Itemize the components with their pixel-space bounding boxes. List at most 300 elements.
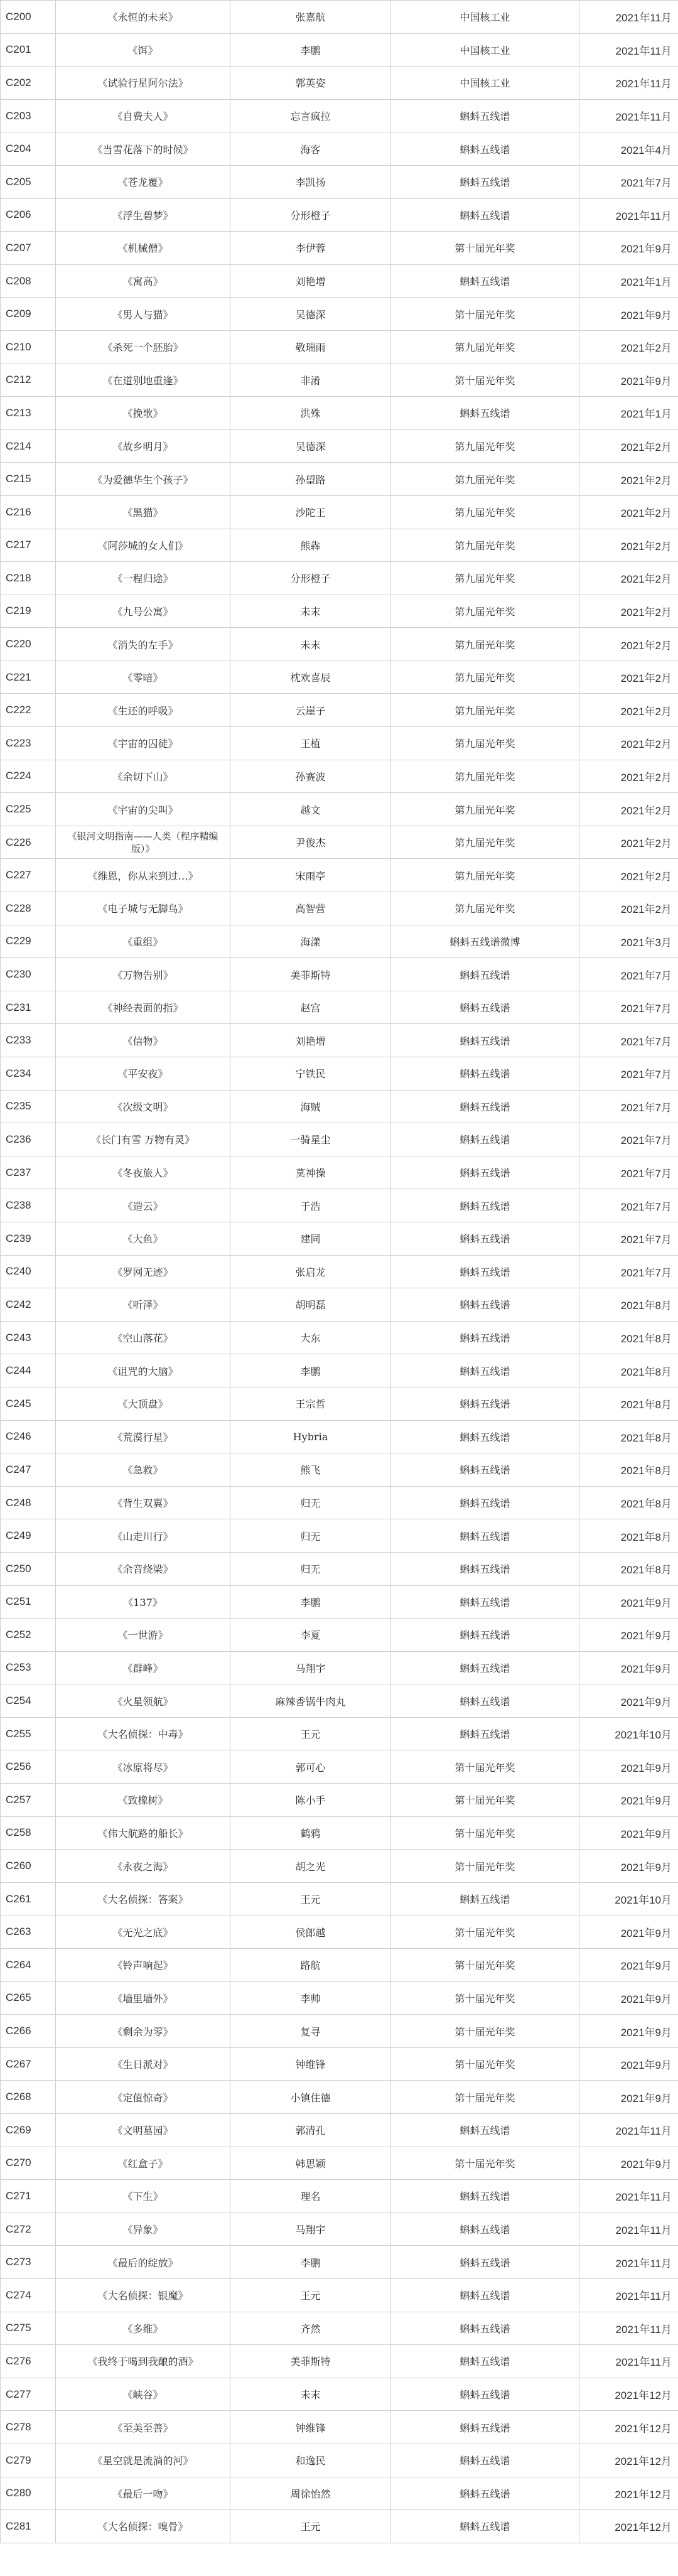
work-source-cell: 第九届光年奖: [391, 463, 579, 496]
work-date-cell: 2021年10月: [579, 1717, 678, 1750]
table-row: [1, 2477, 678, 2510]
work-date-cell: 2021年7月: [579, 1090, 678, 1123]
work-author-cell: 宋雨亭: [230, 859, 391, 892]
work-source-cell: 蝌蚪五线谱: [391, 2180, 579, 2213]
work-id-cell: C250: [1, 1552, 56, 1585]
work-date-cell: 2021年11月: [579, 2246, 678, 2279]
table-row: [1, 1123, 678, 1156]
work-author-cell: 熊犇: [230, 529, 391, 562]
table-row: [1, 529, 678, 562]
work-title-cell: 《大名侦探：嗅骨》: [56, 2510, 230, 2543]
work-author-cell: 归无: [230, 1486, 391, 1519]
work-date-cell: 2021年3月: [579, 925, 678, 958]
work-id-cell: C252: [1, 1619, 56, 1652]
table-row: [1, 660, 678, 694]
work-title-cell: 《余切下山》: [56, 760, 230, 793]
work-title-cell: 《永恒的未来》: [56, 1, 230, 34]
table-row: [1, 67, 678, 100]
work-title-cell: 《一程归途》: [56, 562, 230, 595]
table-row: [1, 2212, 678, 2246]
work-author-cell: 枕欢喜辰: [230, 660, 391, 694]
table-row: [1, 1651, 678, 1684]
work-author-cell: 李鹏: [230, 1354, 391, 1388]
work-source-cell: 蝌蚪五线谱: [391, 264, 579, 298]
work-date-cell: 2021年8月: [579, 1552, 678, 1585]
table-row: [1, 364, 678, 397]
work-date-cell: 2021年11月: [579, 1, 678, 34]
work-date-cell: 2021年2月: [579, 793, 678, 826]
work-date-cell: 2021年7月: [579, 958, 678, 991]
work-source-cell: 第十届光年奖: [391, 1784, 579, 1817]
table-row: [1, 628, 678, 661]
work-date-cell: 2021年8月: [579, 1519, 678, 1553]
work-id-cell: C213: [1, 397, 56, 430]
work-source-cell: 蝌蚪五线谱: [391, 991, 579, 1024]
table-row: [1, 2510, 678, 2543]
work-source-cell: 蝌蚪五线谱: [391, 1651, 579, 1684]
table-row: [1, 198, 678, 232]
work-date-cell: 2021年9月: [579, 1585, 678, 1619]
work-source-cell: 蝌蚪五线谱: [391, 397, 579, 430]
work-id-cell: C265: [1, 1981, 56, 2015]
work-author-cell: 李鹏: [230, 1585, 391, 1619]
work-author-cell: 高智营: [230, 892, 391, 925]
work-title-cell: 《大名侦探：答案》: [56, 1882, 230, 1916]
work-title-cell: 《寓高》: [56, 264, 230, 298]
work-id-cell: C271: [1, 2180, 56, 2213]
work-title-cell: 《浮生碧梦》: [56, 198, 230, 232]
table-row: [1, 2378, 678, 2411]
work-author-cell: 鹤鸦: [230, 1816, 391, 1850]
work-id-cell: C256: [1, 1750, 56, 1784]
work-date-cell: 2021年11月: [579, 2345, 678, 2378]
work-author-cell: 周徐怡然: [230, 2477, 391, 2510]
work-title-cell: 《机械僧》: [56, 232, 230, 265]
work-source-cell: 第九届光年奖: [391, 330, 579, 364]
work-title-cell: 《次级文明》: [56, 1090, 230, 1123]
work-date-cell: 2021年7月: [579, 1189, 678, 1222]
work-title-cell: 《铃声响起》: [56, 1949, 230, 1982]
work-author-cell: 吴德深: [230, 429, 391, 463]
work-date-cell: 2021年12月: [579, 2510, 678, 2543]
work-id-cell: C221: [1, 660, 56, 694]
work-source-cell: 蝌蚪五线谱: [391, 2345, 579, 2378]
work-date-cell: 2021年2月: [579, 595, 678, 628]
work-source-cell: 蝌蚪五线谱: [391, 1619, 579, 1652]
work-author-cell: 非淆: [230, 364, 391, 397]
table-row: [1, 958, 678, 991]
work-id-cell: C266: [1, 2015, 56, 2048]
work-source-cell: 蝌蚪五线谱: [391, 1519, 579, 1553]
work-id-cell: C215: [1, 463, 56, 496]
work-author-cell: 张嘉航: [230, 1, 391, 34]
work-author-cell: 李凯扬: [230, 165, 391, 198]
work-source-cell: 第十届光年奖: [391, 1750, 579, 1784]
work-title-cell: 《苍龙覆》: [56, 165, 230, 198]
work-title-cell: 《银河文明指南——人类（程序精编版）》: [56, 826, 230, 859]
work-author-cell: 刘艳增: [230, 264, 391, 298]
table-row: [1, 1387, 678, 1420]
work-source-cell: 第十届光年奖: [391, 1816, 579, 1850]
work-author-cell: 小镇住德: [230, 2081, 391, 2114]
work-author-cell: 美菲斯特: [230, 958, 391, 991]
table-row: [1, 1, 678, 34]
work-date-cell: 2021年8月: [579, 1354, 678, 1388]
work-author-cell: 美菲斯特: [230, 2345, 391, 2378]
work-title-cell: 《大名侦探：中毒》: [56, 1717, 230, 1750]
work-author-cell: 郭可心: [230, 1750, 391, 1784]
work-date-cell: 2021年2月: [579, 826, 678, 859]
work-author-cell: 侯郎越: [230, 1916, 391, 1949]
work-date-cell: 2021年9月: [579, 1916, 678, 1949]
table-row: [1, 793, 678, 826]
table-row: [1, 1750, 678, 1784]
work-title-cell: 《峡谷》: [56, 2378, 230, 2411]
work-id-cell: C275: [1, 2312, 56, 2345]
table-row: [1, 2411, 678, 2444]
work-source-cell: 蝌蚪五线谱: [391, 132, 579, 166]
work-date-cell: 2021年11月: [579, 2312, 678, 2345]
work-source-cell: 蝌蚪五线谱: [391, 1486, 579, 1519]
work-title-cell: 《长门有雪 万物有灵》: [56, 1123, 230, 1156]
work-author-cell: 分形橙子: [230, 198, 391, 232]
work-id-cell: C247: [1, 1453, 56, 1487]
table-row: [1, 1420, 678, 1453]
work-date-cell: 2021年7月: [579, 1222, 678, 1255]
table-row: [1, 1024, 678, 1057]
work-source-cell: 蝌蚪五线谱: [391, 1057, 579, 1091]
work-date-cell: 2021年11月: [579, 2212, 678, 2246]
work-author-cell: 海客: [230, 132, 391, 166]
work-author-cell: 王植: [230, 727, 391, 760]
work-date-cell: 2021年7月: [579, 1057, 678, 1091]
work-date-cell: 2021年2月: [579, 660, 678, 694]
work-source-cell: 蝌蚪五线谱: [391, 1387, 579, 1420]
work-author-cell: 张启龙: [230, 1255, 391, 1288]
work-source-cell: 第九届光年奖: [391, 660, 579, 694]
work-author-cell: 忘言疯拉: [230, 99, 391, 132]
table-row: [1, 1486, 678, 1519]
table-row: [1, 859, 678, 892]
work-date-cell: 2021年7月: [579, 1255, 678, 1288]
work-title-cell: 《当雪花落下的时候》: [56, 132, 230, 166]
work-source-cell: 第十届光年奖: [391, 2015, 579, 2048]
work-title-cell: 《多维》: [56, 2312, 230, 2345]
work-title-cell: 《至美至善》: [56, 2411, 230, 2444]
table-row: [1, 595, 678, 628]
work-author-cell: 洪殊: [230, 397, 391, 430]
work-source-cell: 蝌蚪五线谱: [391, 1090, 579, 1123]
work-title-cell: 《消失的左手》: [56, 628, 230, 661]
work-id-cell: C225: [1, 793, 56, 826]
table-row: [1, 2278, 678, 2312]
work-source-cell: 蝌蚪五线谱: [391, 958, 579, 991]
work-id-cell: C253: [1, 1651, 56, 1684]
work-id-cell: C239: [1, 1222, 56, 1255]
work-date-cell: 2021年8月: [579, 1420, 678, 1453]
work-source-cell: 蝌蚪五线谱: [391, 1024, 579, 1057]
table-row: [1, 2312, 678, 2345]
work-title-cell: 《群峰》: [56, 1651, 230, 1684]
work-author-cell: 归无: [230, 1552, 391, 1585]
works-table-body: [1, 1, 678, 2543]
work-source-cell: 蝌蚪五线谱: [391, 2114, 579, 2147]
work-author-cell: 李鹏: [230, 33, 391, 67]
work-source-cell: 蝌蚪五线谱: [391, 2444, 579, 2477]
work-id-cell: C206: [1, 198, 56, 232]
work-title-cell: 《大顶盘》: [56, 1387, 230, 1420]
work-source-cell: 第九届光年奖: [391, 562, 579, 595]
work-date-cell: 2021年11月: [579, 2114, 678, 2147]
table-row: [1, 1850, 678, 1883]
work-date-cell: 2021年9月: [579, 1750, 678, 1784]
table-row: [1, 1816, 678, 1850]
work-source-cell: 蝌蚪五线谱: [391, 2411, 579, 2444]
work-title-cell: 《阿莎城的女人们》: [56, 529, 230, 562]
work-title-cell: 《造云》: [56, 1189, 230, 1222]
work-date-cell: 2021年8月: [579, 1288, 678, 1322]
table-row: [1, 2147, 678, 2180]
work-source-cell: 第九届光年奖: [391, 429, 579, 463]
work-date-cell: 2021年9月: [579, 1784, 678, 1817]
work-title-cell: 《最后一吻》: [56, 2477, 230, 2510]
work-title-cell: 《挽歌》: [56, 397, 230, 430]
work-date-cell: 2021年2月: [579, 892, 678, 925]
work-id-cell: C243: [1, 1321, 56, 1354]
work-title-cell: 《永夜之海》: [56, 1850, 230, 1883]
work-id-cell: C218: [1, 562, 56, 595]
work-source-cell: 蝌蚪五线谱: [391, 1123, 579, 1156]
table-row: [1, 2246, 678, 2279]
work-date-cell: 2021年8月: [579, 1486, 678, 1519]
work-id-cell: C208: [1, 264, 56, 298]
work-source-cell: 第九届光年奖: [391, 628, 579, 661]
work-id-cell: C261: [1, 1882, 56, 1916]
work-date-cell: 2021年8月: [579, 1453, 678, 1487]
work-id-cell: C204: [1, 132, 56, 166]
work-date-cell: 2021年12月: [579, 2378, 678, 2411]
work-title-cell: 《剩余为零》: [56, 2015, 230, 2048]
work-title-cell: 《火星领航》: [56, 1684, 230, 1718]
work-id-cell: C257: [1, 1784, 56, 1817]
work-source-cell: 蝌蚪五线谱: [391, 99, 579, 132]
work-author-cell: 归无: [230, 1519, 391, 1553]
work-id-cell: C270: [1, 2147, 56, 2180]
work-source-cell: 第十届光年奖: [391, 1981, 579, 2015]
table-row: [1, 991, 678, 1024]
table-row: [1, 397, 678, 430]
work-id-cell: C207: [1, 232, 56, 265]
work-date-cell: 2021年11月: [579, 67, 678, 100]
work-source-cell: 蝌蚪五线谱: [391, 1189, 579, 1222]
work-author-cell: 王元: [230, 2278, 391, 2312]
work-id-cell: C240: [1, 1255, 56, 1288]
table-row: [1, 760, 678, 793]
work-title-cell: 《罗网无迹》: [56, 1255, 230, 1288]
work-id-cell: C278: [1, 2411, 56, 2444]
work-id-cell: C248: [1, 1486, 56, 1519]
work-id-cell: C238: [1, 1189, 56, 1222]
work-date-cell: 2021年2月: [579, 727, 678, 760]
work-source-cell: 蝌蚪五线谱: [391, 2477, 579, 2510]
work-author-cell: 韩思颖: [230, 2147, 391, 2180]
work-id-cell: C263: [1, 1916, 56, 1949]
work-date-cell: 2021年9月: [579, 1850, 678, 1883]
work-id-cell: C280: [1, 2477, 56, 2510]
table-row: [1, 1057, 678, 1091]
work-id-cell: C235: [1, 1090, 56, 1123]
work-date-cell: 2021年9月: [579, 1816, 678, 1850]
work-author-cell: 海漾: [230, 925, 391, 958]
work-author-cell: 复寻: [230, 2015, 391, 2048]
table-row: [1, 2047, 678, 2081]
work-title-cell: 《余音绕梁》: [56, 1552, 230, 1585]
work-title-cell: 《空山落花》: [56, 1321, 230, 1354]
work-title-cell: 《万物告别》: [56, 958, 230, 991]
work-title-cell: 《自费夫人》: [56, 99, 230, 132]
work-title-cell: 《生还的呼吸》: [56, 694, 230, 727]
work-title-cell: 《宇宙的囚徒》: [56, 727, 230, 760]
work-source-cell: 蝌蚪五线谱: [391, 1288, 579, 1322]
work-author-cell: 胡之光: [230, 1850, 391, 1883]
table-row: [1, 1585, 678, 1619]
work-date-cell: 2021年2月: [579, 495, 678, 529]
work-author-cell: 未末: [230, 2378, 391, 2411]
work-date-cell: 2021年11月: [579, 198, 678, 232]
work-source-cell: 蝌蚪五线谱: [391, 1684, 579, 1718]
table-row: [1, 2081, 678, 2114]
work-id-cell: C212: [1, 364, 56, 397]
table-row: [1, 1354, 678, 1388]
work-date-cell: 2021年4月: [579, 132, 678, 166]
work-source-cell: 蝌蚪五线谱: [391, 1420, 579, 1453]
work-date-cell: 2021年7月: [579, 1024, 678, 1057]
work-id-cell: C205: [1, 165, 56, 198]
work-title-cell: 《饵》: [56, 33, 230, 67]
table-row: [1, 495, 678, 529]
work-author-cell: 一骑星尘: [230, 1123, 391, 1156]
work-source-cell: 蝌蚪五线谱: [391, 1321, 579, 1354]
work-title-cell: 《无光之底》: [56, 1916, 230, 1949]
work-title-cell: 《红盒子》: [56, 2147, 230, 2180]
work-date-cell: 2021年9月: [579, 2015, 678, 2048]
work-source-cell: 第九届光年奖: [391, 760, 579, 793]
work-id-cell: C258: [1, 1816, 56, 1850]
work-date-cell: 2021年9月: [579, 232, 678, 265]
table-row: [1, 99, 678, 132]
work-date-cell: 2021年7月: [579, 991, 678, 1024]
work-title-cell: 《墙里墙外》: [56, 1981, 230, 2015]
table-row: [1, 232, 678, 265]
work-title-cell: 《星空就是流淌的河》: [56, 2444, 230, 2477]
table-row: [1, 892, 678, 925]
work-id-cell: C226: [1, 826, 56, 859]
work-author-cell: 和逸民: [230, 2444, 391, 2477]
work-title-cell: 《冬夜旅人》: [56, 1156, 230, 1189]
table-row: [1, 727, 678, 760]
work-author-cell: 孙望路: [230, 463, 391, 496]
table-row: [1, 1321, 678, 1354]
table-row: [1, 1519, 678, 1553]
work-source-cell: 蝌蚪五线谱: [391, 1453, 579, 1487]
work-title-cell: 《荒漠行星》: [56, 1420, 230, 1453]
work-source-cell: 中国核工业: [391, 1, 579, 34]
work-date-cell: 2021年2月: [579, 562, 678, 595]
table-row: [1, 1090, 678, 1123]
work-author-cell: 王元: [230, 1717, 391, 1750]
work-id-cell: C233: [1, 1024, 56, 1057]
work-source-cell: 蝌蚪五线谱: [391, 1156, 579, 1189]
work-date-cell: 2021年9月: [579, 298, 678, 331]
work-title-cell: 《男人与猫》: [56, 298, 230, 331]
work-author-cell: 马翔宇: [230, 1651, 391, 1684]
work-id-cell: C228: [1, 892, 56, 925]
table-row: [1, 1717, 678, 1750]
work-date-cell: 2021年11月: [579, 2278, 678, 2312]
table-row: [1, 264, 678, 298]
work-source-cell: 第十届光年奖: [391, 1850, 579, 1883]
work-title-cell: 《平安夜》: [56, 1057, 230, 1091]
work-date-cell: 2021年8月: [579, 1387, 678, 1420]
work-author-cell: 王宗哲: [230, 1387, 391, 1420]
work-title-cell: 《为爱德华生个孩子》: [56, 463, 230, 496]
table-row: [1, 1882, 678, 1916]
work-id-cell: C244: [1, 1354, 56, 1388]
work-date-cell: 2021年1月: [579, 397, 678, 430]
work-source-cell: 第九届光年奖: [391, 793, 579, 826]
work-author-cell: 李夏: [230, 1619, 391, 1652]
table-row: [1, 429, 678, 463]
work-date-cell: 2021年11月: [579, 2180, 678, 2213]
work-source-cell: 第九届光年奖: [391, 859, 579, 892]
work-title-cell: 《大名侦探：银魔》: [56, 2278, 230, 2312]
work-date-cell: 2021年9月: [579, 1684, 678, 1718]
table-row: [1, 2345, 678, 2378]
work-date-cell: 2021年8月: [579, 1321, 678, 1354]
work-date-cell: 2021年2月: [579, 529, 678, 562]
work-author-cell: 王元: [230, 1882, 391, 1916]
work-title-cell: 《电子城与无脚鸟》: [56, 892, 230, 925]
work-title-cell: 《试验行星阿尔法》: [56, 67, 230, 100]
work-source-cell: 第九届光年奖: [391, 694, 579, 727]
work-author-cell: 齐然: [230, 2312, 391, 2345]
work-id-cell: C223: [1, 727, 56, 760]
work-id-cell: C281: [1, 2510, 56, 2543]
work-source-cell: 蝌蚪五线谱: [391, 165, 579, 198]
work-source-cell: 蝌蚪五线谱: [391, 1255, 579, 1288]
work-title-cell: 《九号公寓》: [56, 595, 230, 628]
work-author-cell: 赵宫: [230, 991, 391, 1024]
table-row: [1, 1784, 678, 1817]
work-source-cell: 第九届光年奖: [391, 727, 579, 760]
work-date-cell: 2021年9月: [579, 1981, 678, 2015]
work-date-cell: 2021年10月: [579, 1882, 678, 1916]
work-title-cell: 《黑猫》: [56, 495, 230, 529]
work-id-cell: C220: [1, 628, 56, 661]
work-id-cell: C251: [1, 1585, 56, 1619]
work-source-cell: 蝌蚪五线谱: [391, 2312, 579, 2345]
work-source-cell: 蝌蚪五线谱: [391, 2212, 579, 2246]
work-author-cell: 路航: [230, 1949, 391, 1982]
table-row: [1, 694, 678, 727]
work-author-cell: Hybria: [230, 1420, 391, 1453]
work-source-cell: 蝌蚪五线谱: [391, 2510, 579, 2543]
work-title-cell: 《零暗》: [56, 660, 230, 694]
work-id-cell: C267: [1, 2047, 56, 2081]
work-id-cell: C216: [1, 495, 56, 529]
work-id-cell: C242: [1, 1288, 56, 1322]
work-date-cell: 2021年2月: [579, 463, 678, 496]
